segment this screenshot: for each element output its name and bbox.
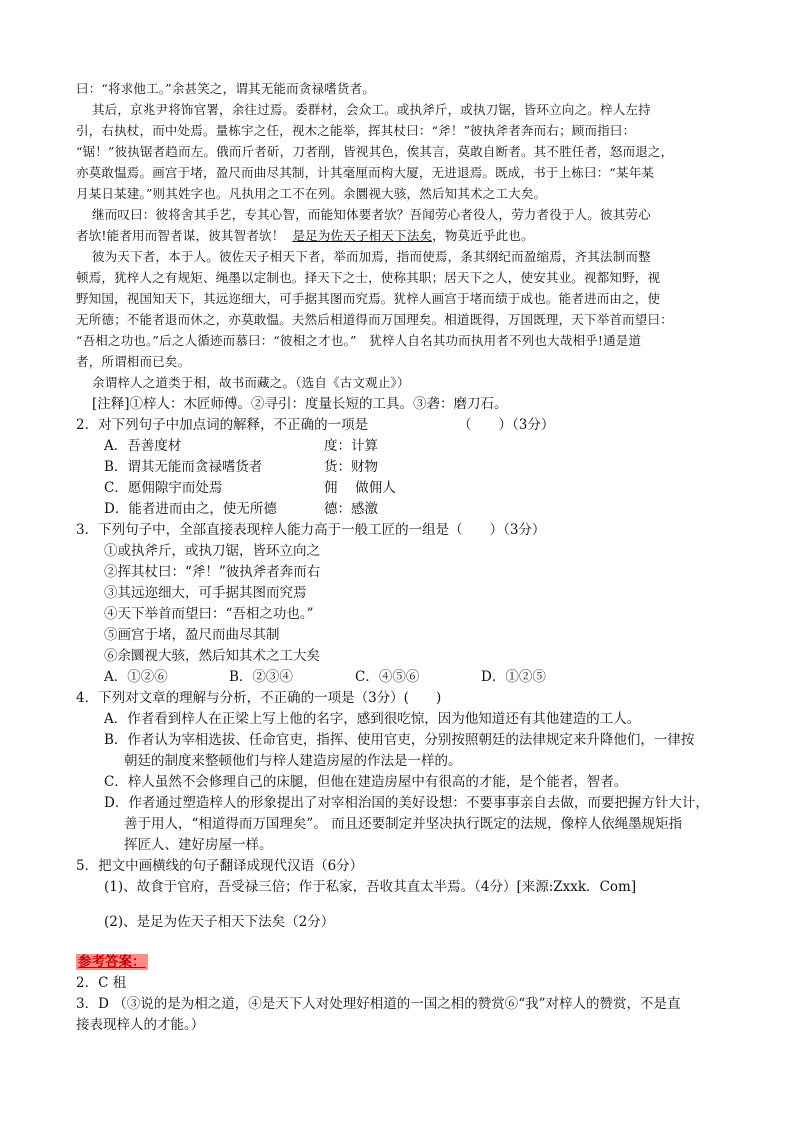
passage-line-12: 无所德；不能者退而休之，亦莫敢愠。夫然后相道得而万国理矣。相道既得，万国既理，天下举首而望曰： [76,312,673,327]
q3-choice-d: D．①②⑤ [481,669,546,685]
passage-line-8-end: ，物莫近乎此也。 [432,228,534,243]
q5-sentence-1: (1)、故食于官府，吾受禄三倍；作于私家，吾收其直太半焉。（4分）[来源:Zxxk．Com] [104,879,637,895]
passage-line-15: 余谓梓人之道类于相，故书而藏之。（选自《古文观止》） [92,375,410,390]
q4-option-d-line-2: 善于用人，“相道得而万国理矣”。 而且还要制定并坚决执行既定的法规，像梓人依绳墨规矩指 [124,816,683,832]
q3-item-2: ②挥其杖曰：“斧！”彼执斧者奔而右 [104,564,321,580]
q3-item-5: ⑤画宫于堵，盈尺而曲尽其制 [104,627,280,643]
answer-3-line-1: 3．D （③说的是为相之道，④是天下人对处理好相道的一国之相的赞赏⑥“我”对梓人的赞赏，不是直 [76,996,681,1012]
q3-item-4: ④天下举首而望曰：“吾相之功也。” [104,606,314,622]
passage-line-5: 亦莫敢愠焉。画宫于堵，盈尺而曲尽其制，计其毫厘而构大厦，无进退焉。既成，书于上栋曰：“某年某 [76,165,655,180]
passage-line-1: 曰：“将求他工。”余甚笑之，谓其无能而贪禄嗜货者。 [76,81,376,96]
q4-option-b-line-1: B．作者认为宰相选拔、任命官吏，指挥、使用官吏，分别按照朝廷的法律规定来升降他们，一律按 [104,732,695,748]
q4-stem: 4．下列对文章的理解与分析，不正确的一项是（3分）( ) [76,690,442,706]
passage-line-14: 者，所谓相而已矣。 [76,354,191,369]
passage-line-9: 彼为天下者，本于人。彼佐天子相天下者，举而加焉，指而使焉，条其纲纪而盈缩焉，齐其法制而整 [92,249,651,264]
q3-item-3: ③其远迩细大，可手据其图而究焉 [104,585,307,601]
q3-stem: 3．下列句子中，全部直接表现梓人能力高于一般工匠的一组是（ ）（3分） [76,522,546,538]
passage-line-6: 月某日某建。”则其姓字也。凡执用之工不在列。余圜视大骇，然后知其术之工大矣。 [76,186,547,201]
q4-option-c: C．梓人虽然不会修理自己的床腿，但他在建造房屋中有很高的才能，是个能者，智者。 [104,774,628,790]
q4-option-d-line-1: D．作者通过塑造梓人的形象提出了对宰相治国的美好设想：不要事事亲自去做，而要把握方针大计， [104,795,709,811]
q5-sentence-2: (2)、是足为佐天子相天下法矣（2分） [104,914,335,930]
q2-option-c-gloss: 佣 做佣人 [324,480,396,496]
q2-option-b-gloss: 货：财物 [324,459,378,475]
q2-option-b: B．谓其无能而贪禄嗜货者 [104,459,263,475]
passage-line-11: 野知国，视国知天下，其远迩细大，可手据其图而究焉。犹梓人画宫于堵而绩于成也。能者进而由之，使 [76,291,661,306]
passage-line-7: 继而叹曰：彼将舍其手艺，专其心智，而能知体要者欤？吾闻劳心者役人，劳力者役于人。彼其劳心 [92,207,651,222]
q3-item-1: ①或执斧斤，或执刀锯，皆环立向之 [104,543,320,559]
passage-line-13: “吾相之功也。”后之人循迹而慕曰：“彼相之才也。” 犹梓人自名其功而执用者不列也大哉相乎!通是道 [76,333,642,348]
passage-line-3: 引，右执杖，而中处焉。量栋宇之任，视木之能举，挥其杖曰：“斧！”彼执斧者奔而右；顾而指曰： [76,123,636,138]
q4-option-d-line-3: 挥匠人、建好房屋一样。 [124,837,273,853]
q2-option-c: C．愿佣隙宇而处焉 [104,480,223,496]
q2-option-d-gloss: 德：感激 [324,501,378,517]
q3-choice-c: C．④⑤⑥ [355,669,420,685]
underlined-sentence: 是足为佐天子相天下法矣 [292,228,433,243]
passage-line-2: 其后，京兆尹将饰官署，余往过焉。委群材，会众工。或执斧斤，或执刀锯，皆环立向之。梓人左持 [92,102,651,117]
q4-option-a: A．作者看到梓人在正梁上写上他的名字，感到很吃惊，因为他知道还有其他建造的工人。 [104,711,641,727]
answers-heading [76,952,148,972]
passage-line-4: “锯！”彼执锯者趋而左。俄而斤者斫，刀者削，皆视其色，俟其言，莫敢自断者。其不胜任者，怒而退之， [76,144,674,159]
q5-stem: 5．把文中画横线的句子翻译成现代汉语（6分） [76,858,364,874]
q2-option-a: A．吾善度材 [104,438,182,454]
answers-label: 参考答案： [78,954,146,970]
q3-item-6: ⑥余圜视大骇，然后知其术之工大矣 [104,648,320,664]
passage-note: [注释]①梓人：木匠师傅。②寻引：度量长短的工具。③砻：磨刀石。 [92,396,508,412]
answer-2: 2．C 租 [76,975,127,991]
q3-choice-b: B．②③④ [229,669,293,685]
passage-line-8-start: 者欤!能者用而智者谋，彼其智者欤！ [76,228,285,243]
q2-option-a-gloss: 度：计算 [324,438,378,454]
q2-score: （ ）（3分） [458,417,555,433]
answer-3-line-2: 接表现梓人的才能。） [76,1017,205,1033]
passage-line-10: 顿焉，犹梓人之有规矩、绳墨以定制也。择天下之士，使称其职；居天下之人，使安其业。视都知野，视 [76,270,661,285]
passage-line-8 [76,226,534,246]
q2-stem: 2．对下列句子中加点词的解释，不正确的一项是 [76,417,369,433]
q3-choice-a: A．①②⑥ [104,669,168,685]
q2-option-d: D．能者进而由之，使无所德 [104,501,277,517]
q4-option-b-line-2: 朝廷的制度来整顿他们与梓人建造房屋的作法是一样的。 [124,753,462,769]
